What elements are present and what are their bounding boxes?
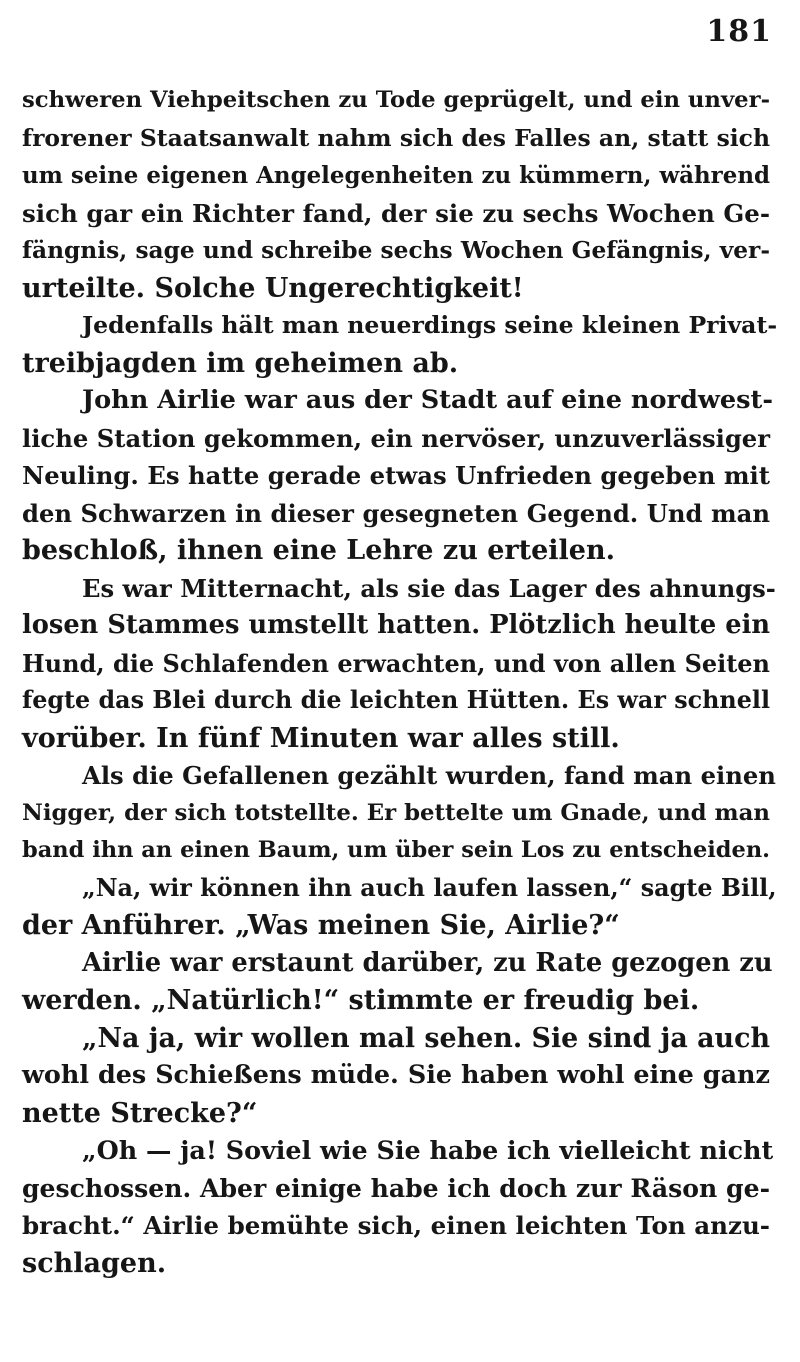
text-line: sich gar ein Richter fand, der sie zu sechs Wochen Ge- xyxy=(22,198,770,228)
text-line: Airlie war erstaunt darüber, zu Rate gezogen zu xyxy=(82,947,773,978)
text-line: Jedenfalls hält man neuerdings seine kleinen Privat- xyxy=(82,311,778,339)
text-line: „Na ja, wir wollen mal sehen. Sie sind ja auch xyxy=(82,1022,770,1054)
text-line: John Airlie war aus der Stadt auf eine nordwest- xyxy=(82,385,773,415)
text-line: werden. „Natürlich!“ stimmte er freudig bei. xyxy=(22,985,700,1016)
text-line: losen Stammes umstellt hatten. Plötzlich heulte ein xyxy=(22,610,770,640)
text-line: bracht.“ Airlie bemühte sich, einen leichten Ton anzu- xyxy=(22,1211,770,1240)
text-line: beschloß, ihnen eine Lehre zu erteilen. xyxy=(22,535,616,566)
text-line: Neuling. Es hatte gerade etwas Unfrieden gegeben mit xyxy=(22,461,770,490)
text-line: „Na, wir können ihn auch laufen lassen,“ sagte Bill, xyxy=(82,873,777,902)
text-line: Es war Mitternacht, als sie das Lager des ahnungs- xyxy=(82,573,776,603)
text-line: schlagen. xyxy=(22,1247,167,1279)
text-line: treibjagden im geheimen ab. xyxy=(22,347,459,379)
text-line: urteilte. Solche Ungerechtigkeit! xyxy=(22,272,524,304)
text-line: Als die Gefallenen gezählt wurden, fand man einen xyxy=(82,761,776,790)
text-line: wohl des Schießens müde. Sie haben wohl eine ganz xyxy=(22,1060,770,1090)
body-text xyxy=(22,82,778,1282)
page-number: 181 xyxy=(706,14,772,49)
text-line: schweren Viehpeitschen zu Tode geprügelt, und ein unver- xyxy=(22,87,770,113)
text-line: geschossen. Aber einige habe ich doch zur Räson ge- xyxy=(22,1172,770,1203)
text-line: den Schwarzen in dieser gesegneten Gegend. Und man xyxy=(22,498,770,528)
text-line: liche Station gekommen, ein nervöser, unzuverlässiger xyxy=(22,423,770,453)
text-line: um seine eigenen Angelegenheiten zu kümmern, während xyxy=(22,162,770,189)
text-line: frorener Staatsanwalt nahm sich des Falles an, statt sich xyxy=(22,123,770,152)
text-line: vorüber. In fünf Minuten war alles still. xyxy=(22,722,620,754)
text-line: der Anführer. „Was meinen Sie, Airlie?“ xyxy=(22,910,620,941)
text-line: Hund, die Schlafenden erwachten, und von allen Seiten xyxy=(22,648,770,678)
text-line: nette Strecke?“ xyxy=(22,1097,258,1129)
text-line: fegte das Blei durch die leichten Hütten. Es war schnell xyxy=(22,686,770,714)
text-line: fängnis, sage und schreibe sechs Wochen Gefängnis, ver- xyxy=(22,237,770,264)
text-line: band ihn an einen Baum, um über sein Los zu entscheiden. xyxy=(22,837,770,863)
text-line: Nigger, der sich totstellte. Er bettelte um Gnade, und man xyxy=(22,799,770,826)
text-line: „Oh — ja! Soviel wie Sie habe ich vielleicht nicht xyxy=(82,1135,774,1165)
